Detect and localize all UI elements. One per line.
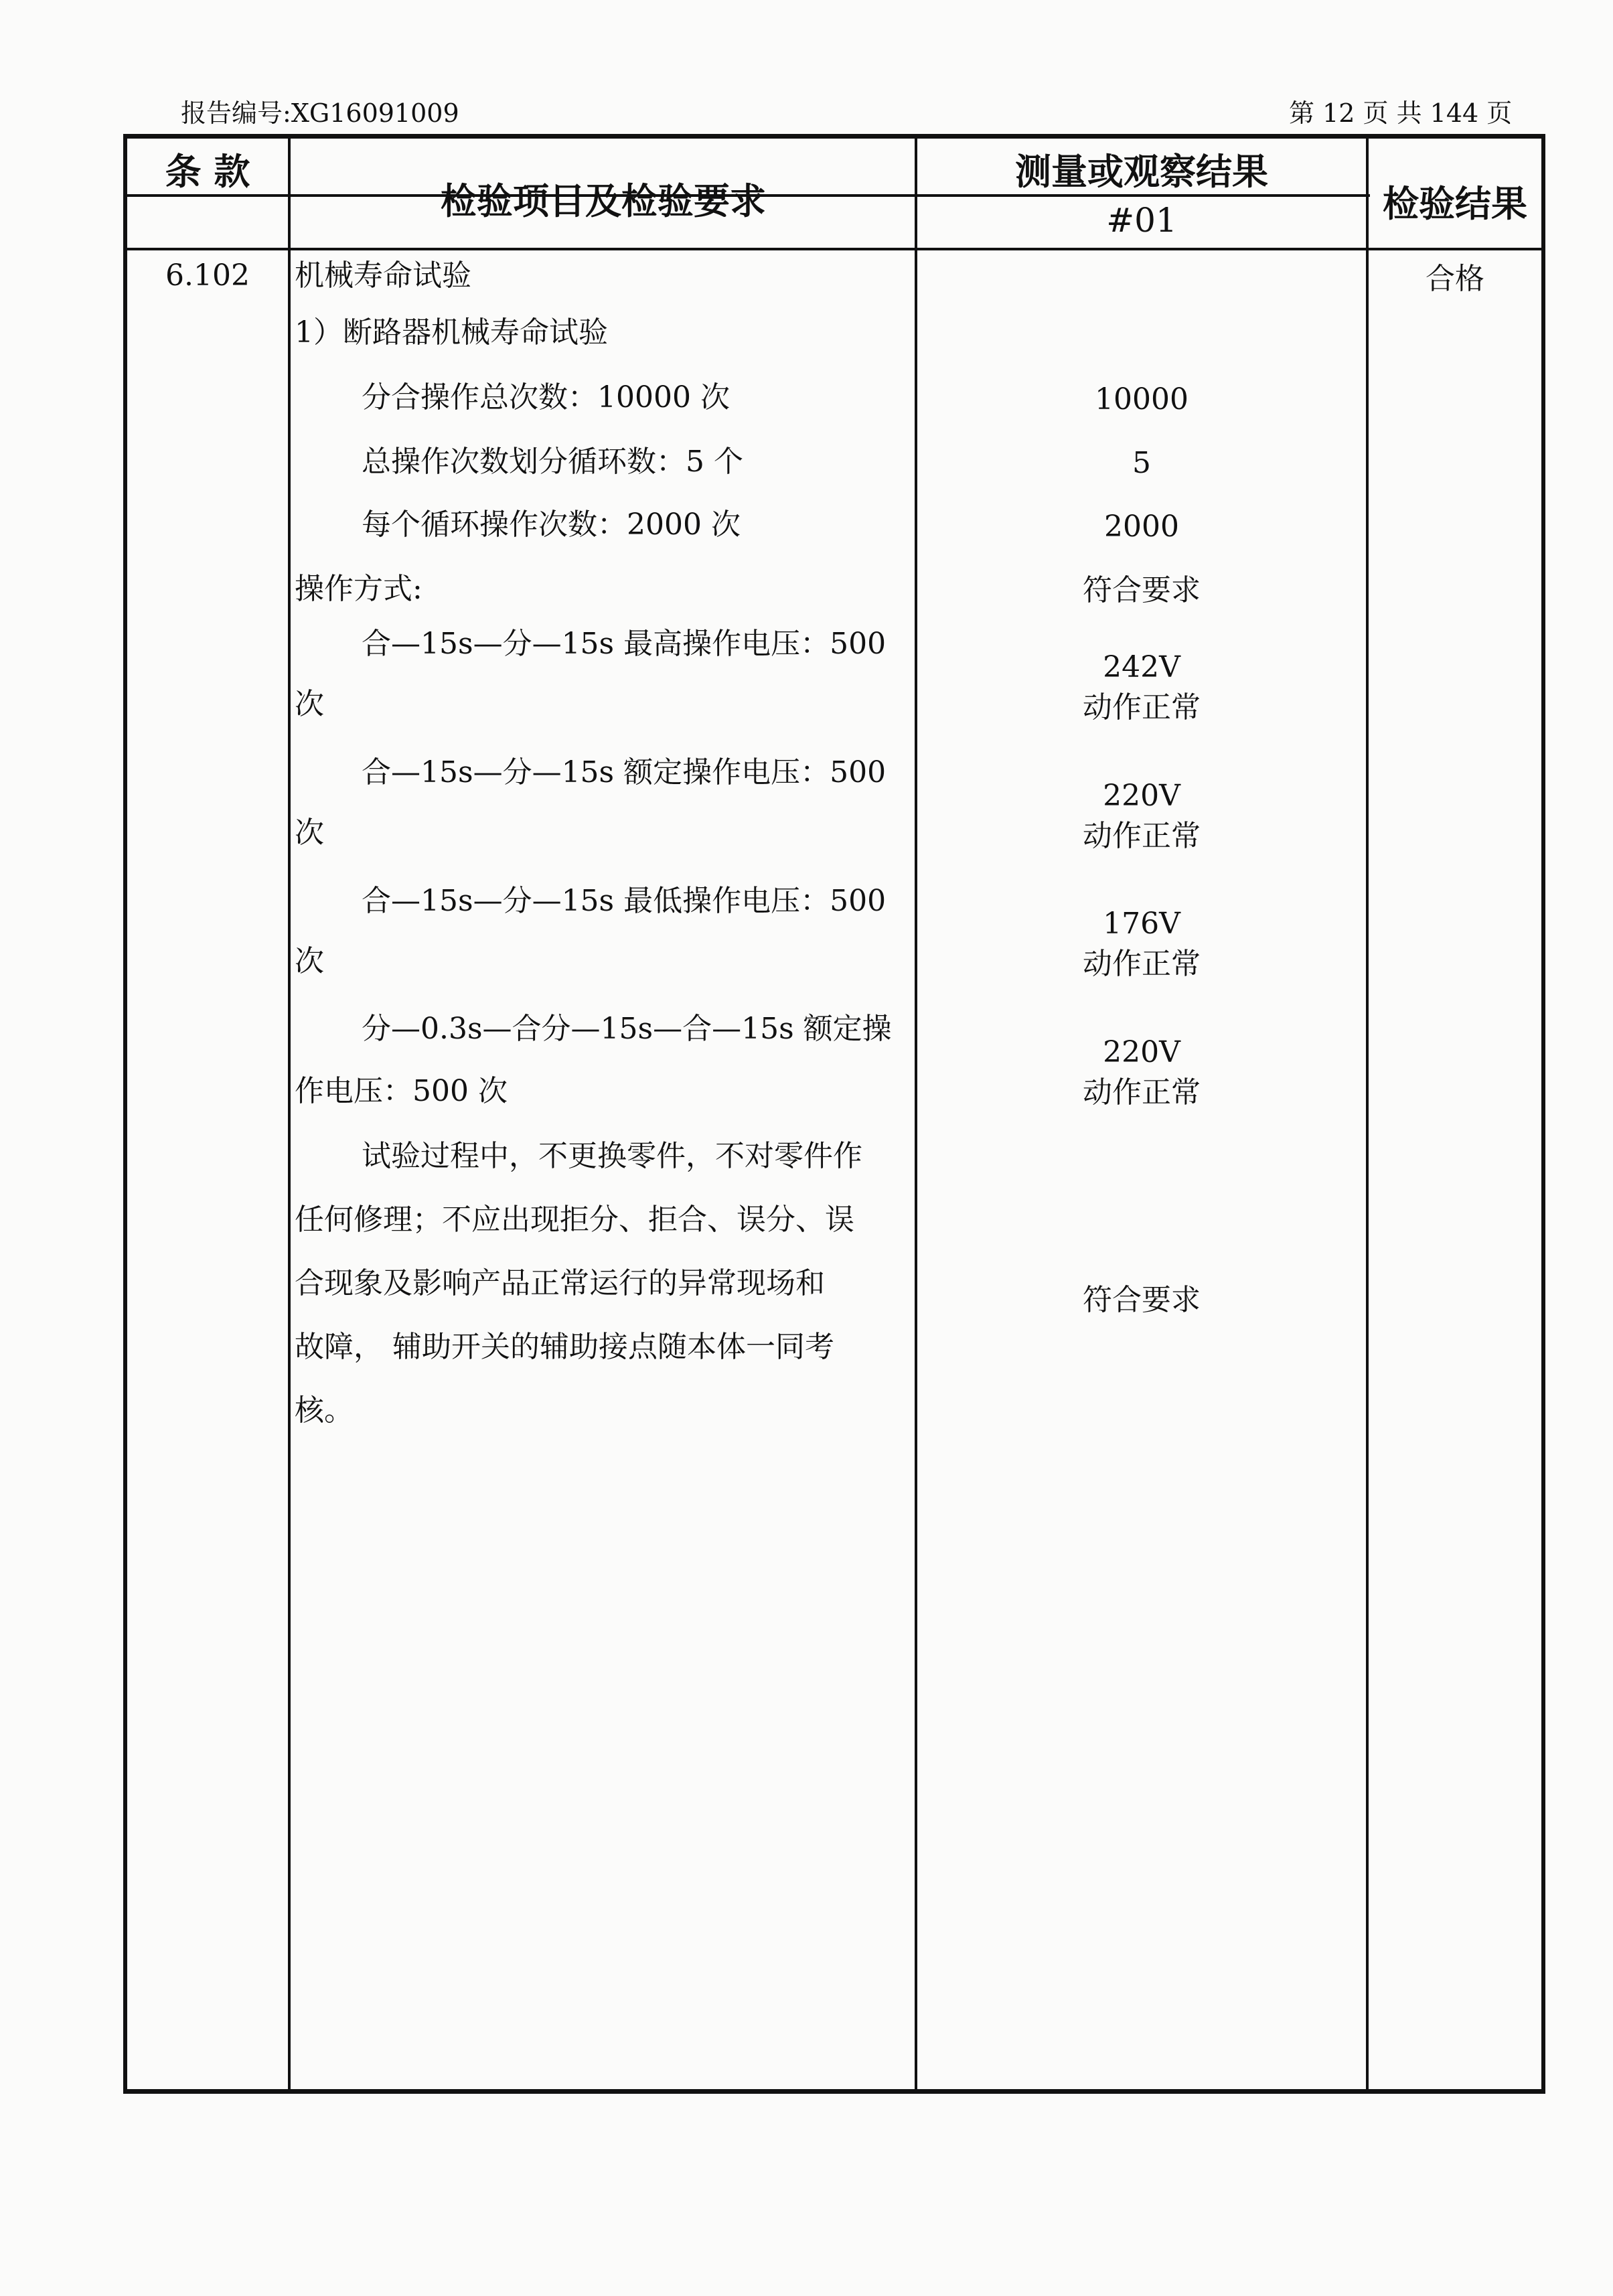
req-line: 操作方式: — [295, 572, 423, 606]
result-value: 动作正常 — [1083, 947, 1201, 981]
header-bottom-line — [123, 248, 1543, 250]
result-value: 符合要求 — [1083, 1283, 1201, 1317]
header-conclusion: 检验结果 — [1383, 183, 1527, 225]
req-line: 次 — [295, 816, 324, 850]
col-divider-2 — [915, 134, 917, 2092]
clause-number: 6.102 — [165, 258, 250, 293]
conclusion-value: 合格 — [1426, 262, 1484, 296]
result-value: 220V — [1103, 1035, 1180, 1069]
result-value: 176V — [1103, 907, 1180, 941]
report-number — [181, 92, 459, 129]
result-value: 动作正常 — [1083, 1075, 1201, 1109]
result-value: 动作正常 — [1083, 690, 1201, 724]
table-bottom-border — [123, 2089, 1543, 2094]
req-line: 核。 — [295, 1393, 354, 1428]
req-line: 每个循环操作次数：2000 次 — [362, 508, 741, 542]
col-divider-1 — [288, 134, 291, 2092]
result-value: 5 — [1132, 446, 1151, 480]
result-value: 242V — [1103, 650, 1180, 684]
req-line: 作电压：500 次 — [295, 1074, 508, 1108]
col-divider-3 — [1366, 134, 1369, 2092]
result-value: 2000 — [1104, 510, 1179, 544]
req-line: 机械寿命试验 — [295, 258, 471, 293]
report-number-value: XG16091009 — [291, 98, 459, 128]
result-value: 动作正常 — [1083, 819, 1201, 853]
req-line: 次 — [295, 944, 324, 978]
req-line: 故障， 辅助开关的辅助接点随本体一同考 — [295, 1330, 834, 1364]
header-item: 检验项目及检验要求 — [441, 180, 766, 222]
req-line: 合—15s—分—15s 最高操作电压：500 — [362, 627, 887, 661]
header-clause: 条 款 — [165, 151, 250, 193]
req-line: 合—15s—分—15s 额定操作电压：500 — [362, 755, 887, 789]
header-sample: #01 — [1106, 201, 1177, 240]
result-value: 10000 — [1095, 382, 1188, 416]
req-line: 次 — [295, 687, 324, 721]
table-left-border — [123, 134, 127, 2094]
table-right-border — [1541, 134, 1545, 2094]
req-line: 分—0.3s—合分—15s—合—15s 额定操 — [362, 1012, 892, 1046]
result-value: 220V — [1103, 779, 1180, 813]
report-number-label: 报告编号: — [181, 98, 291, 128]
req-line: 总操作次数划分循环数：5 个 — [362, 445, 743, 479]
table-top-border — [123, 134, 1543, 139]
req-line: 合—15s—分—15s 最低操作电压：500 — [362, 884, 887, 918]
result-value: 符合要求 — [1083, 573, 1201, 607]
req-line: 1）断路器机械寿命试验 — [295, 315, 608, 350]
page-info: 第 12 页 共 144 页 — [1289, 98, 1513, 128]
header-measure: 测量或观察结果 — [1015, 151, 1268, 193]
req-line: 分合操作总次数：10000 次 — [362, 380, 730, 414]
req-line: 任何修理；不应出现拒分、拒合、误分、误 — [295, 1203, 854, 1237]
req-line: 试验过程中，不更换零件，不对零件作 — [362, 1139, 862, 1173]
req-line: 合现象及影响产品正常运行的异常现场和 — [295, 1266, 825, 1300]
